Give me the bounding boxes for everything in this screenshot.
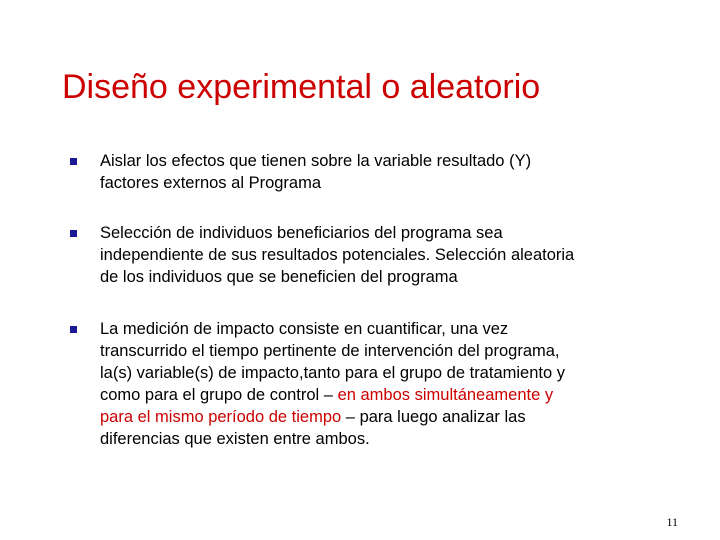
bullet-line <box>100 406 680 428</box>
bullet-text <box>100 150 680 194</box>
bullet-line: independiente de sus resultados potenciales. Selección aleatoria <box>100 246 575 264</box>
bullet-line: Aislar los efectos que tienen sobre la variable resultado (Y) <box>100 152 532 170</box>
bullet-marker <box>70 158 77 165</box>
bullet-line-text: como para el grupo de control – <box>100 386 338 404</box>
bullet-marker <box>70 230 77 237</box>
bullet-line: diferencias que existen entre ambos. <box>100 430 370 448</box>
bullet-line: La medición de impacto consiste en cuantificar, una vez <box>100 320 509 338</box>
bullet-line: transcurrido el tiempo pertinente de intervención del programa, <box>100 342 560 360</box>
bullet-line: Selección de individuos beneficiarios del programa sea <box>100 224 503 242</box>
highlight-text: en ambos simultáneamente y <box>337 386 554 404</box>
highlight-text: para el mismo período de tiempo <box>100 408 342 426</box>
bullet-text <box>100 222 680 288</box>
bullet-marker <box>70 326 77 333</box>
slide-title: Diseño experimental o aleatorio <box>62 68 541 106</box>
bullet-text <box>100 318 680 450</box>
bullet-line-text: – para luego analizar las <box>341 408 526 426</box>
bullet-line <box>100 384 680 406</box>
bullet-line: de los individuos que se beneficien del programa <box>100 268 458 286</box>
bullet-line: factores externos al Programa <box>100 174 322 192</box>
page-number: 11 <box>666 515 678 529</box>
bullet-line: la(s) variable(s) de impacto,tanto para el grupo de tratamiento y <box>100 364 565 382</box>
